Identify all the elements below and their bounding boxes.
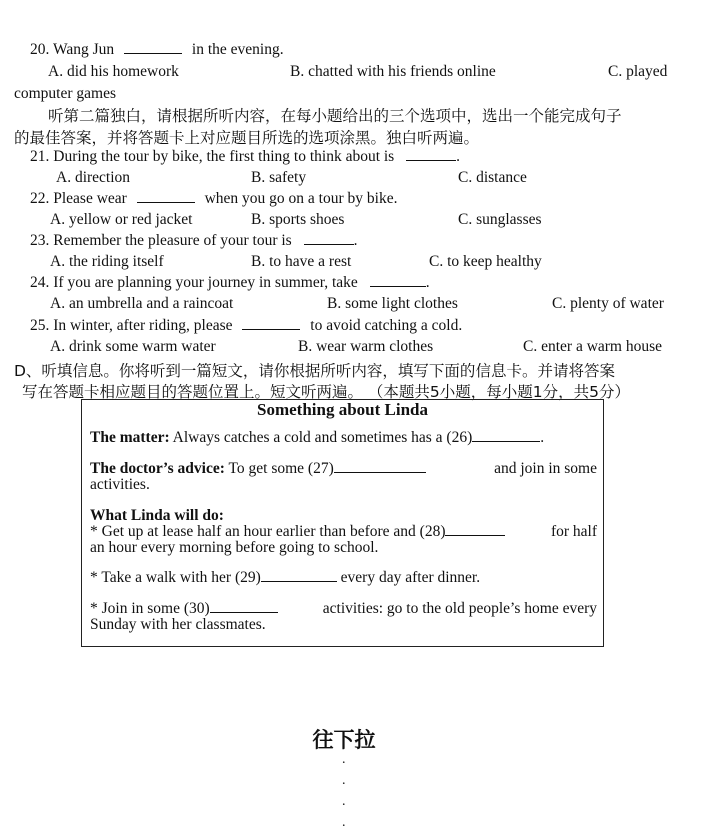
q21-stem-text: 21. During the tour by bike, the first thing to think about is — [30, 148, 395, 165]
answer-blank — [304, 232, 354, 245]
q23-stem-text: 23. Remember the pleasure of your tour is — [30, 232, 292, 249]
advice-text-c: activities. — [90, 476, 150, 493]
item2-text-b: every day after dinner. — [340, 569, 481, 586]
q24-option-c: C. plenty of water — [552, 295, 664, 312]
q20-option-a: A. did his homework — [48, 63, 179, 80]
section-c-instruction-line1: 听第二篇独白，请根据所听内容，在每小题给出的三个选项中，选出一个能完成句子 — [48, 107, 622, 125]
section-c-instruction-line2: 的最佳答案，并将答题卡上对应题目所选的选项涂黑。独白听两遍。 — [14, 129, 480, 147]
item3-text-b: activities: go to the old people’s home every — [322, 600, 597, 617]
item1-text-c: an hour every morning before going to school. — [90, 539, 379, 556]
q25-stem-text: 25. In winter, after riding, please — [30, 317, 233, 334]
q24-option-a: A. an umbrella and a raincoat — [50, 295, 234, 312]
answer-blank — [137, 190, 195, 203]
q25-stem — [30, 317, 462, 335]
info-card-title: Something about Linda — [257, 400, 428, 419]
answer-blank-26 — [472, 429, 540, 442]
q21-option-c: C. distance — [458, 169, 527, 186]
answer-blank-30 — [210, 600, 278, 613]
q23-stem — [30, 232, 357, 250]
answer-blank — [242, 317, 300, 330]
section-d-instruction-line2: 写在答题卡相应题目的答题位置上。短文听两遍。 （本题共5小题，每小题1分，共5分） — [22, 383, 631, 401]
item1-text-a: * Get up at lease half an hour earlier than before and (28) — [90, 523, 446, 540]
q25-option-a: A. drink some warm water — [50, 338, 216, 355]
q21-stem — [30, 148, 460, 166]
scroll-dot: . — [342, 815, 346, 830]
q20-stem-text: 20. Wang Jun — [30, 41, 115, 58]
matter-text: Always catches a cold and sometimes has a (26) — [172, 429, 473, 446]
q25-option-b: B. wear warm clothes — [298, 338, 434, 355]
q25-stem-tail: to avoid catching a cold. — [310, 317, 463, 334]
answer-blank — [406, 148, 456, 161]
q22-option-b: B. sports shoes — [251, 211, 345, 228]
answer-blank — [124, 41, 182, 54]
answer-blank-29 — [261, 569, 337, 582]
answer-blank-27 — [334, 460, 426, 473]
scroll-dot: . — [342, 773, 346, 788]
q24-stem-text: 24. If you are planning your journey in summer, take — [30, 274, 358, 291]
q23-option-b: B. to have a rest — [251, 253, 352, 270]
q21-stem-tail: . — [456, 148, 460, 165]
q20-option-b: B. chatted with his friends online — [290, 63, 496, 80]
info-card — [81, 399, 604, 647]
q22-stem — [30, 190, 397, 208]
will-do-label: What Linda will do: — [90, 507, 224, 524]
q25-option-c: C. enter a warm house — [523, 338, 663, 355]
will-do-item-2 — [90, 569, 480, 587]
section-d-instruction-line1: D、听填信息。你将听到一篇短文，请你根据所听内容，填写下面的信息卡。并请将答案 — [14, 362, 615, 380]
q22-option-c: C. sunglasses — [458, 211, 542, 228]
q22-stem-tail: when you go on a tour by bike. — [204, 190, 398, 207]
scroll-dot: . — [342, 794, 346, 809]
scroll-dot: . — [342, 752, 346, 767]
item3-text-c: Sunday with her classmates. — [90, 616, 266, 633]
q20-stem — [30, 41, 284, 59]
q24-stem — [30, 274, 430, 292]
advice-text-a: To get some (27) — [228, 460, 334, 477]
q24-stem-tail: . — [425, 274, 430, 291]
advice-label: The doctor’s advice: — [90, 460, 225, 477]
q20-stem-tail: in the evening. — [191, 41, 284, 58]
item2-text-a: * Take a walk with her (29) — [90, 569, 261, 586]
q23-stem-tail: . — [353, 232, 358, 249]
matter-end: . — [540, 429, 545, 446]
q20-option-c-cont: computer games — [14, 85, 117, 102]
matter-label: The matter: — [90, 429, 170, 446]
advice-text-b: and join in some — [494, 460, 597, 477]
q22-stem-text: 22. Please wear — [30, 190, 127, 207]
q23-option-a: A. the riding itself — [50, 253, 164, 270]
q21-option-a: A. direction — [56, 169, 131, 186]
item3-text-a: * Join in some (30) — [90, 600, 210, 617]
q23-option-c: C. to keep healthy — [429, 253, 542, 270]
q24-option-b: B. some light clothes — [327, 295, 458, 312]
advice-line — [90, 460, 597, 478]
answer-blank-28 — [445, 523, 505, 536]
q21-option-b: B. safety — [251, 169, 307, 186]
answer-blank — [370, 274, 426, 287]
q20-option-c: C. played — [608, 63, 668, 80]
matter-line — [90, 429, 544, 447]
q22-option-a: A. yellow or red jacket — [50, 211, 193, 228]
pull-down-hint: 往下拉 — [312, 728, 376, 752]
item1-text-b: for half — [550, 523, 597, 540]
